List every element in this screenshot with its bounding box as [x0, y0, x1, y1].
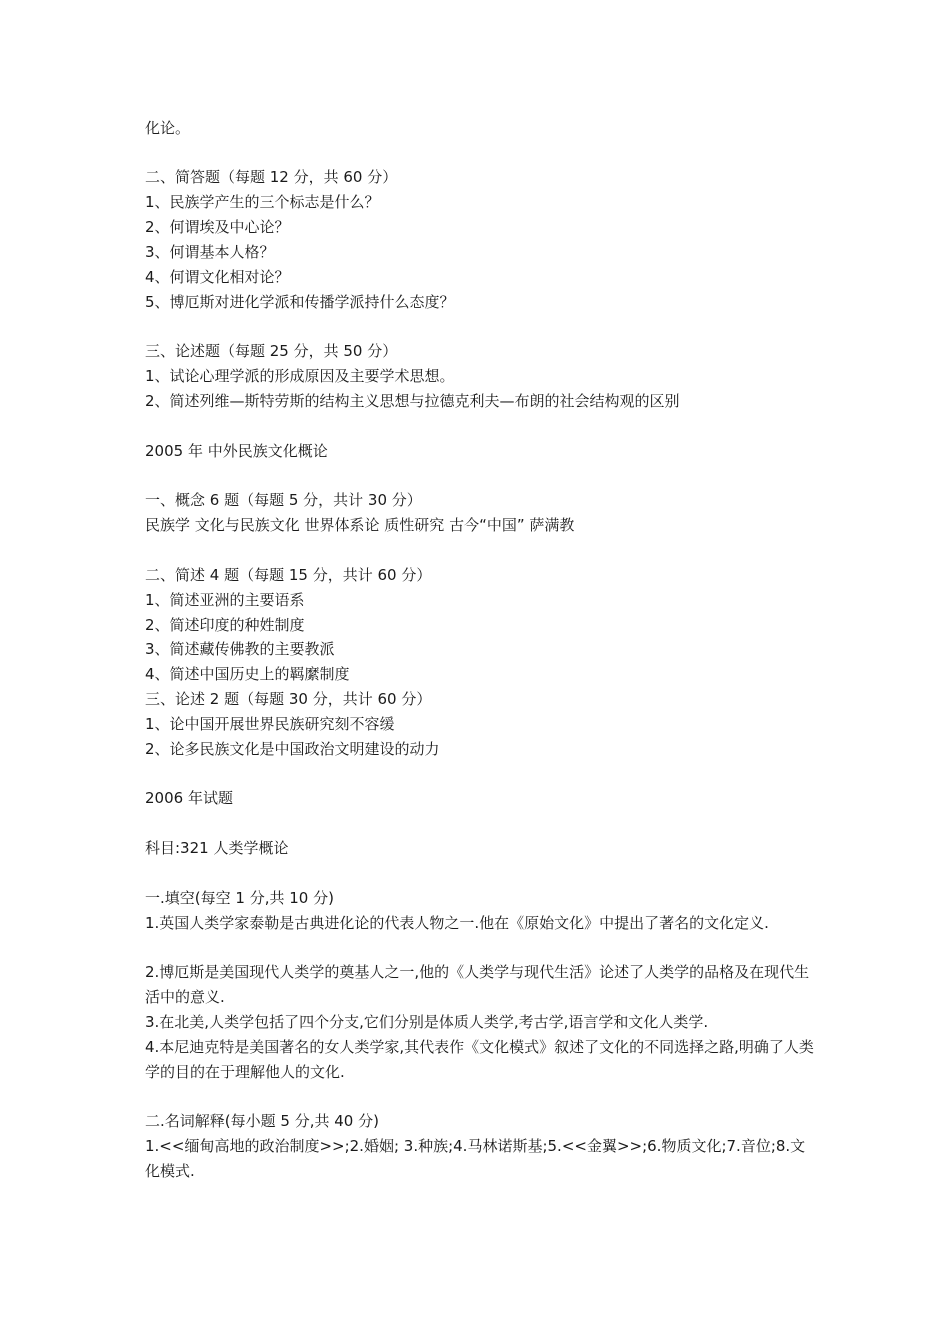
question-item: 4、何谓文化相对论？	[145, 268, 290, 286]
question-item: 1、民族学产生的三个标志是什么？	[145, 193, 380, 211]
subject-line: 科目:321 人类学概论	[145, 839, 289, 857]
question-item: 3.在北美,人类学包括了四个分支,它们分别是体质人类学,考古学,语言学和文化人类学.	[145, 1013, 709, 1031]
question-item: 2、论多民族文化是中国政治文明建设的动力	[145, 740, 440, 758]
section-heading: 一.填空(每空 1 分,共 10 分)	[145, 889, 334, 907]
question-item: 3、简述藏传佛教的主要教派	[145, 640, 335, 658]
question-item: 3、何谓基本人格？	[145, 243, 275, 261]
exam-title: 2006 年试题	[145, 789, 233, 807]
section-heading: 二、简答题（每题 12 分，共 60 分）	[145, 168, 398, 186]
question-item: 1.<<缅甸高地的政治制度>>;2.婚姻; 3.种族;4.马林诺斯基;5.<<金翼>>;6.物质文化;7.音位;8.文化模式.	[145, 1137, 806, 1180]
concept-list: 民族学 文化与民族文化 世界体系论 质性研究 古今“中国” 萨满教	[145, 516, 575, 534]
section-heading: 三、论述 2 题（每题 30 分，共计 60 分）	[145, 690, 432, 708]
section-heading: 一、概念 6 题（每题 5 分，共计 30 分）	[145, 491, 422, 509]
question-item: 4.本尼迪克特是美国著名的女人类学家,其代表作《文化模式》叙述了文化的不同选择之路,明确了人类学的目的在于理解他人的文化.	[145, 1038, 814, 1081]
question-item: 5、博厄斯对进化学派和传播学派持什么态度？	[145, 293, 455, 311]
question-item: 2、何谓埃及中心论？	[145, 218, 290, 236]
question-item: 2.博厄斯是美国现代人类学的奠基人之一,他的《人类学与现代生活》论述了人类学的品格及在现代生活中的意义.	[145, 963, 810, 1006]
text-line: 化论。	[145, 119, 191, 137]
question-item: 1、论中国开展世界民族研究刻不容缓	[145, 715, 395, 733]
question-item: 1、试论心理学派的形成原因及主要学术思想。	[145, 367, 455, 385]
question-item: 1、简述亚洲的主要语系	[145, 591, 305, 609]
section-heading: 二、简述 4 题（每题 15 分，共计 60 分）	[145, 566, 432, 584]
section-heading: 三、论述题（每题 25 分，共 50 分）	[145, 342, 398, 360]
exam-title: 2005 年 中外民族文化概论	[145, 442, 328, 460]
section-heading: 二.名词解释(每小题 5 分,共 40 分)	[145, 1112, 379, 1130]
question-item: 4、简述中国历史上的羁縻制度	[145, 665, 350, 683]
question-item: 2、简述印度的种姓制度	[145, 616, 305, 634]
question-item: 2、简述列维—斯特劳斯的结构主义思想与拉德克利夫—布朗的社会结构观的区别	[145, 392, 680, 410]
question-item: 1.英国人类学家泰勒是古典进化论的代表人物之一.他在《原始文化》中提出了著名的文化定义.	[145, 914, 769, 932]
